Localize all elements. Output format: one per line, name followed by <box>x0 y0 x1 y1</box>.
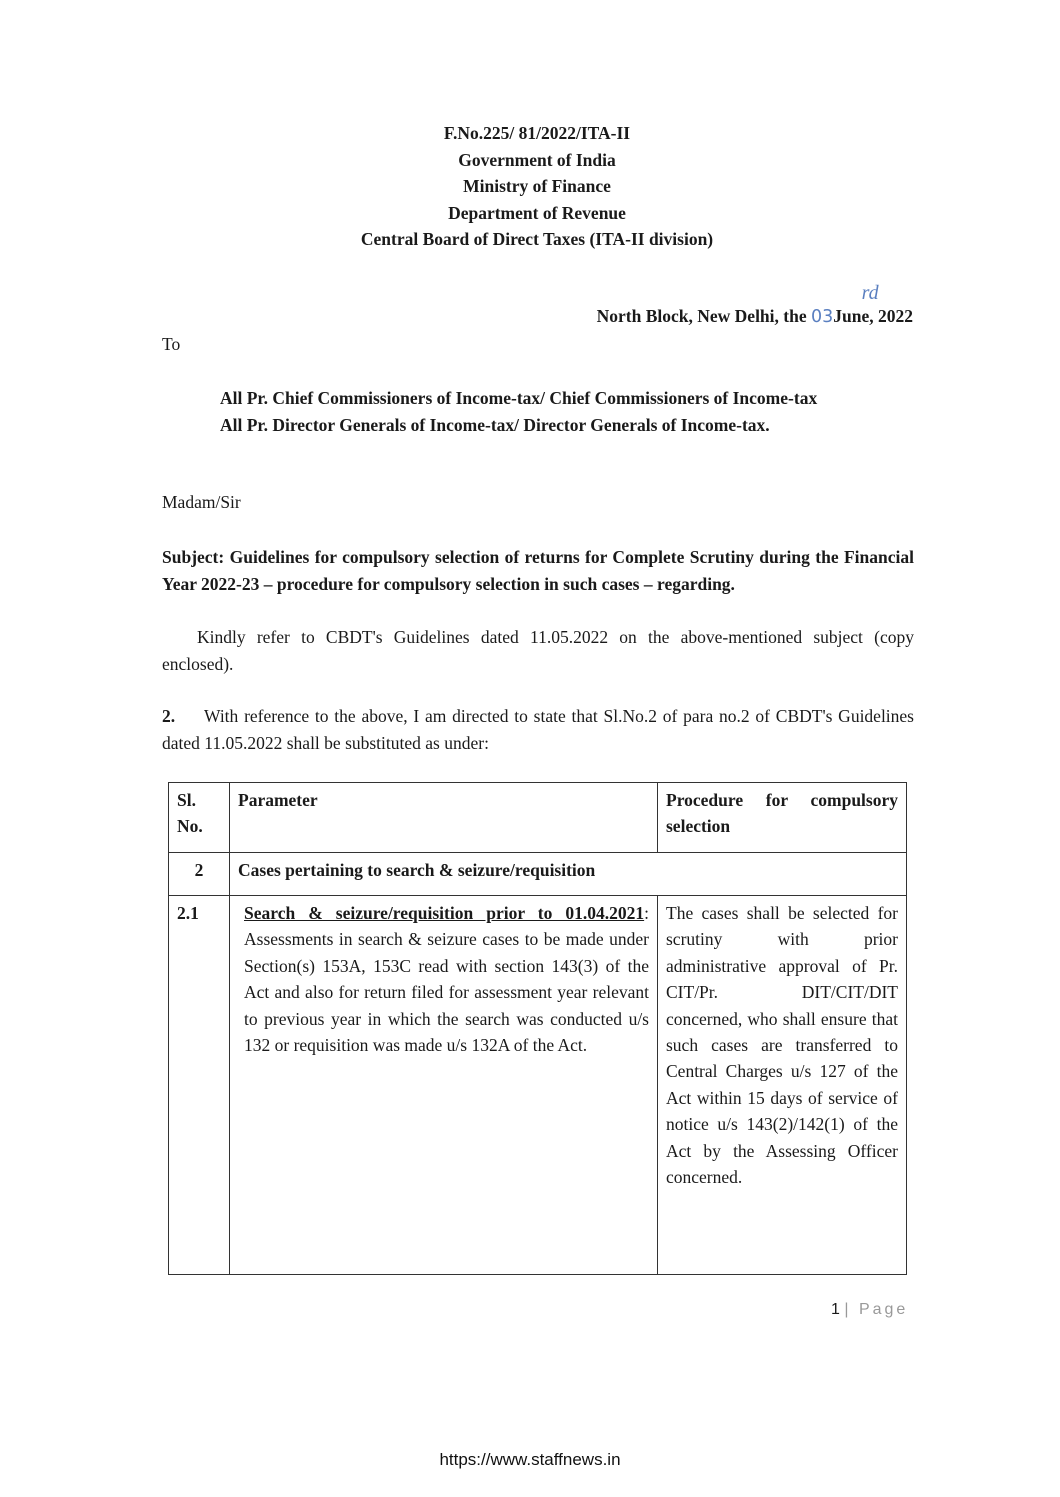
header-line: Department of Revenue <box>448 202 626 223</box>
date-prefix: North Block, New Delhi, the <box>596 306 811 326</box>
param-heading: Search & seizure/requisition prior to 01.04.2021 <box>244 903 645 923</box>
table-row <box>169 896 907 1275</box>
header-line: Government of India <box>458 149 616 170</box>
subject: Subject: Guidelines for compulsory selection of returns for Complete Scrutiny during the Financial Year 2022-23 – procedure for compulsory selection in such cases – regarding. <box>162 547 914 594</box>
file-number: F.No.225/ 81/2022/ITA-II <box>443 123 631 143</box>
header-sl-no: Sl. No. <box>169 783 230 853</box>
paragraph-2 <box>162 703 914 757</box>
addressee: All Pr. Director Generals of Income-tax/ Director Generals of Income-tax. <box>220 415 770 435</box>
header-line: Ministry of Finance <box>463 176 611 197</box>
addressee: All Pr. Chief Commissioners of Income-tax/ Chief Commissioners of Income-tax <box>220 388 818 408</box>
header-parameter: Parameter <box>230 783 658 853</box>
date-suffix: June, 2022 <box>833 306 913 326</box>
section-title: Cases pertaining to search & seizure/requisition <box>230 853 907 896</box>
handwritten-day-suffix: rd <box>861 282 879 304</box>
page-label: | Page <box>844 1301 909 1318</box>
guidelines-table <box>168 782 907 1275</box>
date-line <box>596 282 913 327</box>
section-sl: 2 <box>169 853 230 896</box>
table-header-row <box>169 783 907 853</box>
letter-header <box>0 120 1060 253</box>
row-sl: 2.1 <box>169 896 230 1275</box>
param-text: : Assessments in search & seizure cases to be made under Section(s) 153A, 153C read with section 143(3) of the Act and also for return filed for assessment year relevant to previous year in which the search was conducted u/s 132 or requisition was made u/s 132A of the Act. <box>244 903 649 1056</box>
row-parameter <box>230 896 658 1275</box>
paragraph-number: 2. <box>162 706 176 726</box>
watermark-url: https://www.staffnews.in <box>439 1450 621 1469</box>
handwritten-day: 03 <box>810 307 834 327</box>
header-line: Central Board of Direct Taxes (ITA-II division) <box>360 229 714 250</box>
page-number <box>831 1301 908 1319</box>
row-procedure: The cases shall be selected for scrutiny with prior administrative approval of Pr. CIT/Pr. DIT/CIT/DIT concerned, who shall ensure that such cases are transferred to Central Charges u/s 127 of the Act within 15 days of service of notice u/s 143(2)/142(1) of the Act by the Assessing Officer concerned. <box>658 896 907 1275</box>
paragraph-text: With reference to the above, I am directed to state that Sl.No.2 of para no.2 of CBDT's Guidelines dated 11.05.2022 shall be substituted as under: <box>162 706 914 753</box>
table-section-row <box>169 853 907 896</box>
to-label: To <box>162 334 181 354</box>
salutation: Madam/Sir <box>162 492 241 512</box>
paragraph-1: Kindly refer to CBDT's Guidelines dated 11.05.2022 on the above-mentioned subject (copy enclosed). <box>162 627 914 674</box>
page-num: 1 <box>831 1301 840 1318</box>
addressees <box>220 385 817 439</box>
header-procedure: Procedure for compulsory selection <box>658 783 907 853</box>
